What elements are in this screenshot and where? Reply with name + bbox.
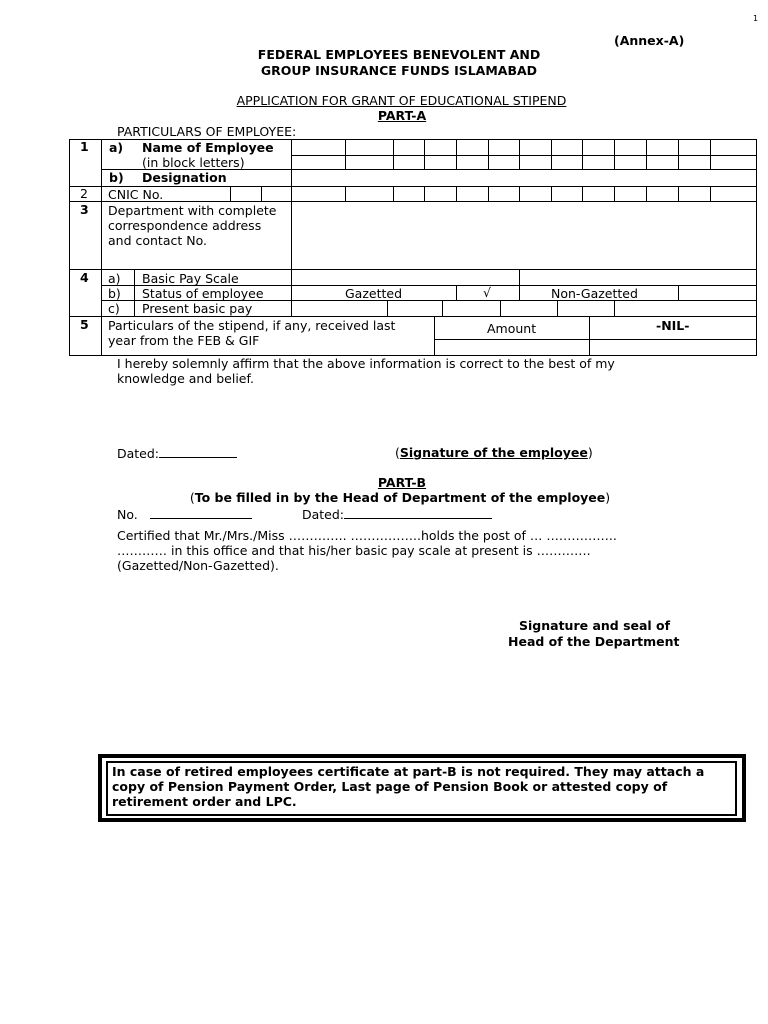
amount-value: -NIL-: [656, 318, 690, 333]
cnic-label: CNIC No.: [108, 187, 164, 202]
department-line3: and contact No.: [108, 233, 207, 248]
basic-pay-scale-label: Basic Pay Scale: [142, 271, 239, 286]
status-of-employee-label: Status of employee: [142, 286, 264, 301]
block-letters-note: (in block letters): [142, 155, 245, 170]
stipend-line1: Particulars of the stipend, if any, received last: [108, 318, 396, 333]
part-a-dated-label: Dated:: [117, 446, 160, 461]
annex-label: (Annex-A): [614, 33, 685, 48]
amount-label: Amount: [487, 321, 537, 336]
department-line1: Department with complete: [108, 203, 277, 218]
non-gazetted-option: Non-Gazetted: [551, 286, 638, 301]
employee-signature-label: Signature of the employee: [399, 445, 588, 460]
part-b-no-field[interactable]: [150, 506, 252, 519]
part-b-number: [117, 506, 252, 522]
org-name-line2: GROUP INSURANCE FUNDS ISLAMABAD: [260, 63, 538, 78]
part-b-date-field[interactable]: [344, 506, 492, 519]
row5-number: 5: [80, 317, 89, 332]
affirmation-line2: knowledge and belief.: [117, 371, 254, 386]
gazetted-option: Gazetted: [345, 286, 403, 301]
row4a-marker: a): [108, 271, 121, 286]
retired-employees-note: In case of retired employees certificate at part-B is not required. They may attach a copy of Pension Payment Order, Last page of Pension Book or attested copy of retirement order and LPC.: [106, 761, 737, 816]
part-a-date-field[interactable]: [159, 445, 237, 458]
gazetted-check-mark: √: [483, 285, 491, 300]
certification-line3: (Gazetted/Non-Gazetted).: [117, 558, 279, 573]
certification-line2: ………… in this office and that his/her basic pay scale at present is ………….: [117, 543, 591, 558]
org-name-line1: FEDERAL EMPLOYEES BENEVOLENT AND: [257, 47, 541, 62]
form-title: APPLICATION FOR GRANT OF EDUCATIONAL STIPEND: [236, 93, 567, 108]
part-b-subheading-text: To be filled in by the Head of Department of the employee: [194, 490, 606, 505]
name-of-employee-label: Name of Employee: [142, 140, 274, 155]
row2-number: 2: [80, 186, 88, 201]
department-line2: correspondence address: [108, 218, 262, 233]
part-b-dated: [302, 506, 492, 522]
certification-line1: Certified that Mr./Mrs./Miss ………….. ……………..holds the post of … ……………..: [117, 528, 617, 543]
part-b-no-label: No.: [117, 507, 138, 522]
part-a-dated: [117, 445, 237, 461]
row4c-marker: c): [108, 301, 120, 316]
row1-number: 1: [80, 139, 89, 154]
part-b-dated-label: Dated:: [302, 507, 345, 522]
designation-label: Designation: [142, 170, 227, 185]
affirmation-line1: I hereby solemnly affirm that the above information is correct to the best of my: [117, 356, 615, 371]
row1b-marker: b): [109, 170, 124, 185]
particulars-heading: PARTICULARS OF EMPLOYEE:: [117, 124, 297, 139]
part-b-heading: PART-B: [377, 475, 427, 490]
page-number: 1: [753, 14, 759, 23]
present-basic-pay-label: Present basic pay: [142, 301, 253, 316]
employee-signature: (Signature of the employee): [395, 445, 593, 460]
part-b-subheading: (To be filled in by the Head of Department of the employee): [189, 490, 611, 505]
row1a-marker: a): [109, 140, 124, 155]
seal-line1: Signature and seal of: [519, 618, 671, 633]
row4b-marker: b): [108, 286, 121, 301]
row4-number: 4: [80, 270, 89, 285]
seal-line2: Head of the Department: [508, 634, 680, 649]
stipend-line2: year from the FEB & GIF: [108, 333, 260, 348]
row3-number: 3: [80, 202, 89, 217]
part-a-heading: PART-A: [377, 108, 427, 123]
